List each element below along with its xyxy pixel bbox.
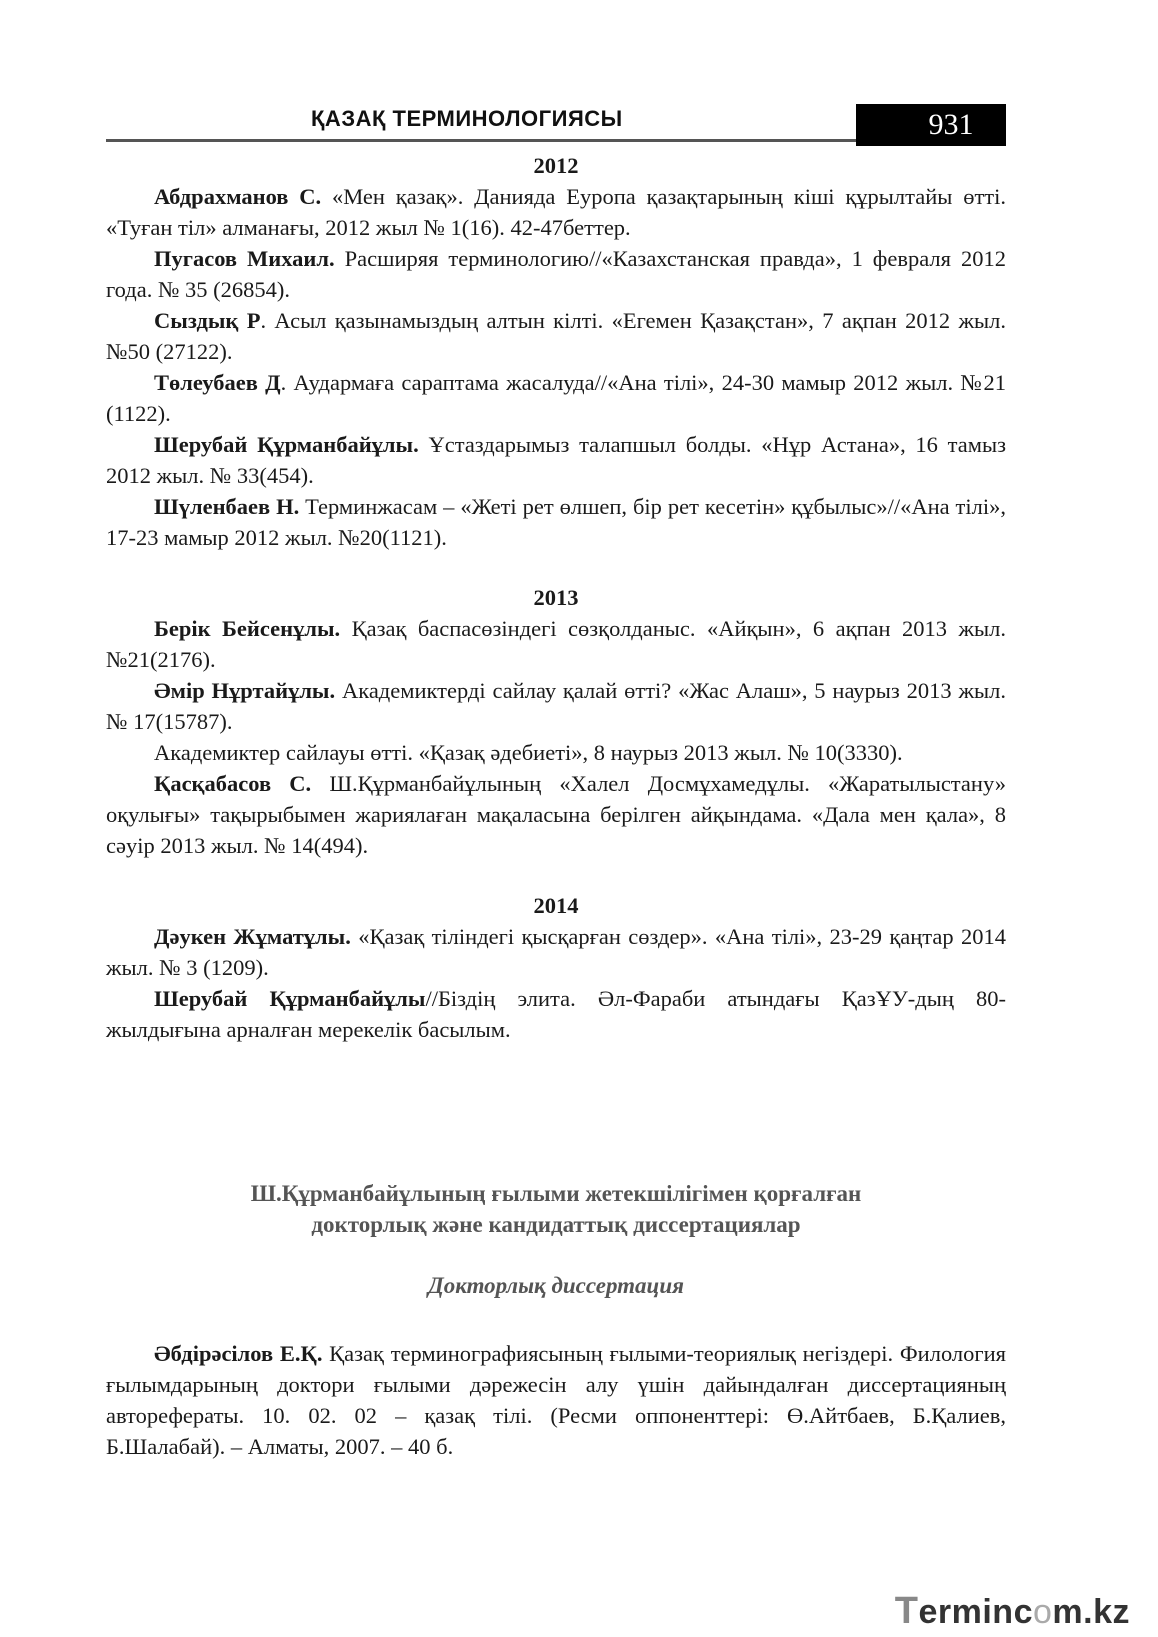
running-title: ҚАЗАҚ ТЕРМИНОЛОГИЯСЫ: [311, 106, 623, 131]
entry-author: Шүленбаев Н.: [154, 494, 300, 519]
year-heading: 2014: [533, 893, 579, 918]
entry-author: Дәукен Жұматұлы.: [154, 924, 351, 949]
year-heading: 2012: [533, 153, 579, 178]
entry-text: Академиктер сайлауы өтті. «Қазақ әдебиеті», 8 наурыз 2013 жыл. № 10(3330).: [154, 740, 903, 765]
section-gap: [106, 553, 1006, 582]
bibliography-entry: [106, 367, 1006, 429]
bibliography-entry: [106, 675, 1006, 737]
entry-text: Ш.Құрманбайұлының «Халел Досмұхамедұлы. «Жаратылыстану» оқулығы» тақырыбымен жариялаған мақаласына берілген айқындама. «Дала мен қала», 8 сәуір 2013 жыл. № 14(494).: [106, 771, 1007, 858]
entry-text: Қазақ баспасөзіндегі сөзқолданыс. «Айқын», 6 ақпан 2013 жыл. №21(2176).: [106, 616, 1006, 672]
bibliography-entry: [106, 768, 1006, 861]
entry-text: «Қазақ тіліндегі қысқарған сөздер». «Ана тілі», 23-29 қаңтар 2014 жыл. № 3 (1209).: [106, 924, 1006, 980]
bibliography-entry: [106, 921, 1006, 983]
entry-text: //Біздің элита. Әл-Фараби атындағы ҚазҰУ-дың 80-жылдығына арналған мерекелік басылым.: [106, 986, 1007, 1042]
entry-text: Ұстаздарымыз талапшыл болды. «Нұр Астана», 16 тамыз 2012 жыл. № 33(454).: [106, 432, 1007, 488]
entry-text: «Мен қазақ». Данияда Еуропа қазақтарының кіші құрылтайы өтті. «Туған тіл» алманағы, 2012 жыл № 1(16). 42-47беттер.: [106, 184, 1006, 240]
entry-text: Терминжасам – «Жеті рет өлшеп, бір рет кесетін» құбылыс»//«Ана тілі», 17-23 мамыр 2012 жыл. №20(1121).: [106, 494, 1006, 550]
entry-author: Қасқабасов С.: [154, 771, 312, 796]
page-number: 931: [928, 108, 974, 141]
entry-author: Пугасов Михаил.: [154, 246, 335, 271]
entry-author: Абдрахманов С.: [154, 184, 322, 209]
entry-author: Берік Бейсенұлы.: [154, 616, 341, 641]
entry-author: Шерубай Құрманбайұлы.: [154, 432, 419, 457]
bibliography-entry: [106, 243, 1006, 305]
bibliography-entry: [106, 181, 1006, 243]
bibliography-entry: [106, 737, 1006, 768]
bibliography-entry: [106, 491, 1006, 553]
header-rule: [106, 139, 856, 142]
bibliography-entry: [106, 429, 1006, 491]
entry-author: Әбдірәсілов Е.Қ.: [154, 1341, 323, 1366]
entry-text: Расширяя терминологию//«Казахстанская правда», 1 февраля 2012 года. № 35 (26854).: [106, 246, 1006, 302]
page-number-box: [856, 104, 1006, 146]
terminkom-watermark-logo: Termincom.kz: [894, 1590, 1130, 1632]
bibliography-entry: [106, 613, 1006, 675]
doctoral-subheading: Докторлық диссертация: [428, 1273, 684, 1298]
entry-text: . Аудармаға сараптама жасалуда//«Ана тілі», 24-30 мамыр 2012 жыл. №21 (1122).: [106, 370, 1006, 426]
bibliography-entry: [106, 983, 1006, 1045]
entry-author: Төлеубаев Д: [154, 370, 281, 395]
entry-text: . Асыл қазынамыздың алтын кілті. «Егемен Қазақстан», 7 ақпан 2012 жыл. №50 (27122).: [106, 308, 1006, 364]
section-heading-line2: докторлық және кандидаттық диссертациялар: [311, 1212, 801, 1237]
year-heading: 2013: [533, 585, 579, 610]
page-header: [106, 104, 1006, 146]
entry-text: Қазақ терминографиясының ғылыми-теориялық негіздері. Филология ғылымдарының доктори ғылыми дәрежесін алу үшін дайындалған диссертацияның авторефераты. 10. 02. 02 – қазақ тілі. (Ресми оппоненттері: Ө.Айтбаев, Б.Қалиев, Б.Шалабай). – Алматы, 2007. – 40 б.: [106, 1341, 1007, 1459]
entry-text: Академиктерді сайлау қалай өтті? «Жас Алаш», 5 наурыз 2013 жыл. № 17(15787).: [106, 678, 1006, 734]
dissertations-section: [106, 1178, 1006, 1462]
entry-author: Шерубай Құрманбайұлы: [154, 986, 426, 1011]
section-gap: [106, 861, 1006, 890]
entry-author: Әмір Нұртайұлы.: [154, 678, 336, 703]
dissertation-entry: [106, 1338, 1006, 1462]
entry-author: Сыздық Р: [154, 308, 261, 333]
section-heading-line1: Ш.Құрманбайұлының ғылыми жетекшілігімен қорғалған: [250, 1181, 862, 1206]
bibliography-entry: [106, 305, 1006, 367]
bibliography: [106, 150, 1006, 1045]
